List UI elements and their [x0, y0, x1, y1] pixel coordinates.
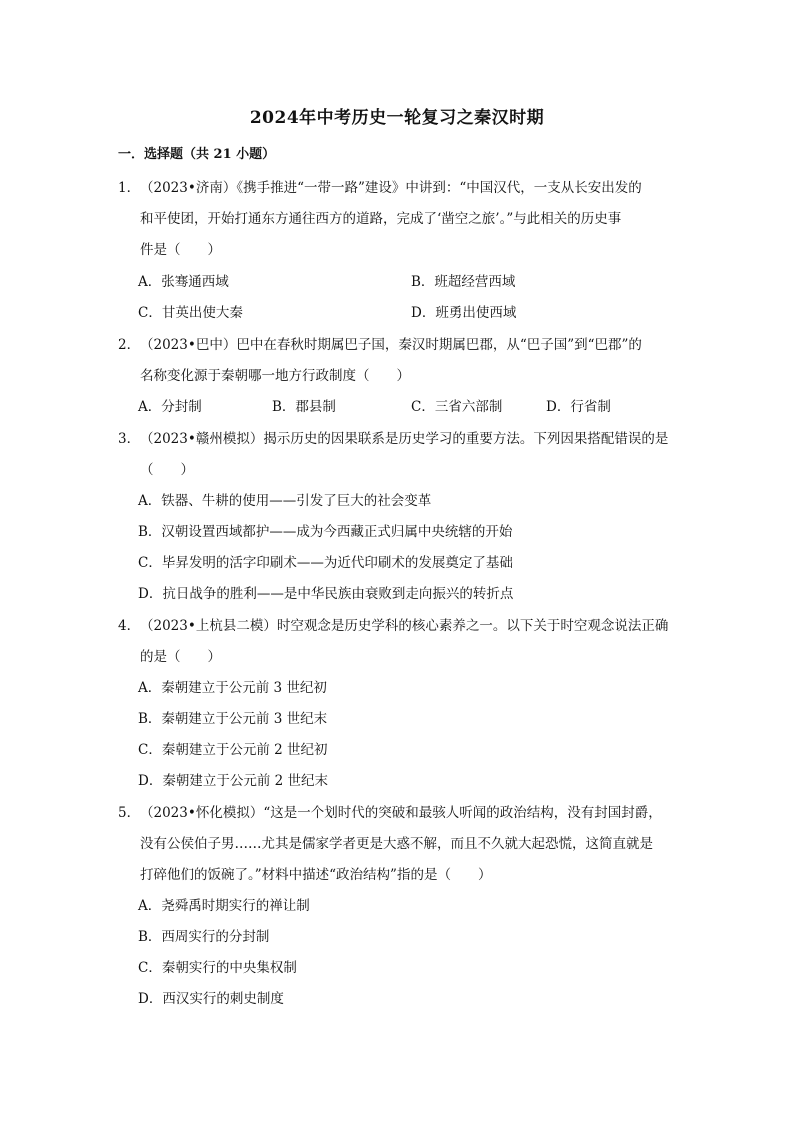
question-text-line: 名称变化源于秦朝哪一地方行政制度（ ） [140, 368, 410, 384]
option-d: D．西汉实行的刺史制度 [138, 991, 284, 1007]
option-d: D．班勇出使西域 [411, 305, 517, 321]
option-c: C．秦朝建立于公元前 2 世纪初 [138, 742, 328, 758]
question-text-line: （ ） [140, 462, 194, 478]
question-text-line: 件是（ ） [140, 242, 221, 258]
option-a: A．秦朝建立于公元前 3 世纪初 [138, 680, 327, 696]
question-number: 4． [118, 618, 141, 634]
option-a: A．铁器、牛耕的使用——引发了巨大的社会变革 [138, 493, 432, 509]
option-c: C．甘英出使大秦 [138, 305, 243, 321]
option-d: D．秦朝建立于公元前 2 世纪末 [138, 773, 328, 789]
question-text-line: （2023•赣州模拟）揭示历史的因果联系是历史学习的重要方法。下列因果搭配错误的是 [140, 431, 669, 447]
question-text-line: 和平使团，开始打通东方通往西方的道路，完成了‘凿空之旅’。”与此相关的历史事 [140, 211, 622, 227]
question-number: 2． [118, 337, 141, 353]
question-text-line: 打碎他们的饭碗了。”材料中描述“政治结构”指的是（ ） [140, 867, 492, 883]
option-b: B．西周实行的分封制 [138, 929, 270, 945]
page-title: 2024年中考历史一轮复习之秦汉时期 [249, 108, 545, 128]
question-text-line: （2023•怀化模拟）“这是一个划时代的突破和最骇人听闻的政治结构，没有封国封爵， [140, 805, 662, 821]
question-text-line: （2023•上杭县二模）时空观念是历史学科的核心素养之一。以下关于时空观念说法正确 [140, 618, 669, 634]
question-text-line: 没有公侯伯子男……尤其是儒家学者更是大惑不解，而且不久就大起恐慌，这简直就是 [140, 836, 653, 852]
question-number: 3． [118, 431, 141, 447]
option-b: B．郡县制 [272, 399, 336, 415]
option-c: C．三省六部制 [411, 399, 503, 415]
option-b: B．班超经营西域 [411, 274, 516, 290]
option-d: D．抗日战争的胜利——是中华民族由衰败到走向振兴的转折点 [138, 586, 514, 602]
option-b: B．汉朝设置西域都护——成为今西藏正式归属中央统辖的开始 [138, 524, 513, 540]
question-text-line: （2023•巴中）巴中在春秋时期属巴子国，秦汉时期属巴郡，从“巴子国”到“巴郡”的 [140, 337, 642, 353]
option-c: C．秦朝实行的中央集权制 [138, 960, 297, 976]
question-text-line: 的是（ ） [140, 649, 221, 665]
question-number: 5． [118, 805, 141, 821]
option-c: C．毕昇发明的活字印刷术——为近代印刷术的发展奠定了基础 [138, 555, 513, 571]
option-a: A．张骞通西域 [138, 274, 229, 290]
question-number: 1． [118, 180, 141, 196]
question-text-line: （2023•济南）《携手推进“一带一路”建设》中讲到：“中国汉代，一支从长安出发的 [140, 180, 642, 196]
option-b: B．秦朝建立于公元前 3 世纪末 [138, 711, 328, 727]
option-d: D．行省制 [546, 399, 611, 415]
option-a: A．尧舜禹时期实行的禅让制 [138, 898, 310, 914]
option-a: A．分封制 [138, 399, 202, 415]
section-heading: 一．选择题（共 21 小题） [118, 147, 276, 162]
